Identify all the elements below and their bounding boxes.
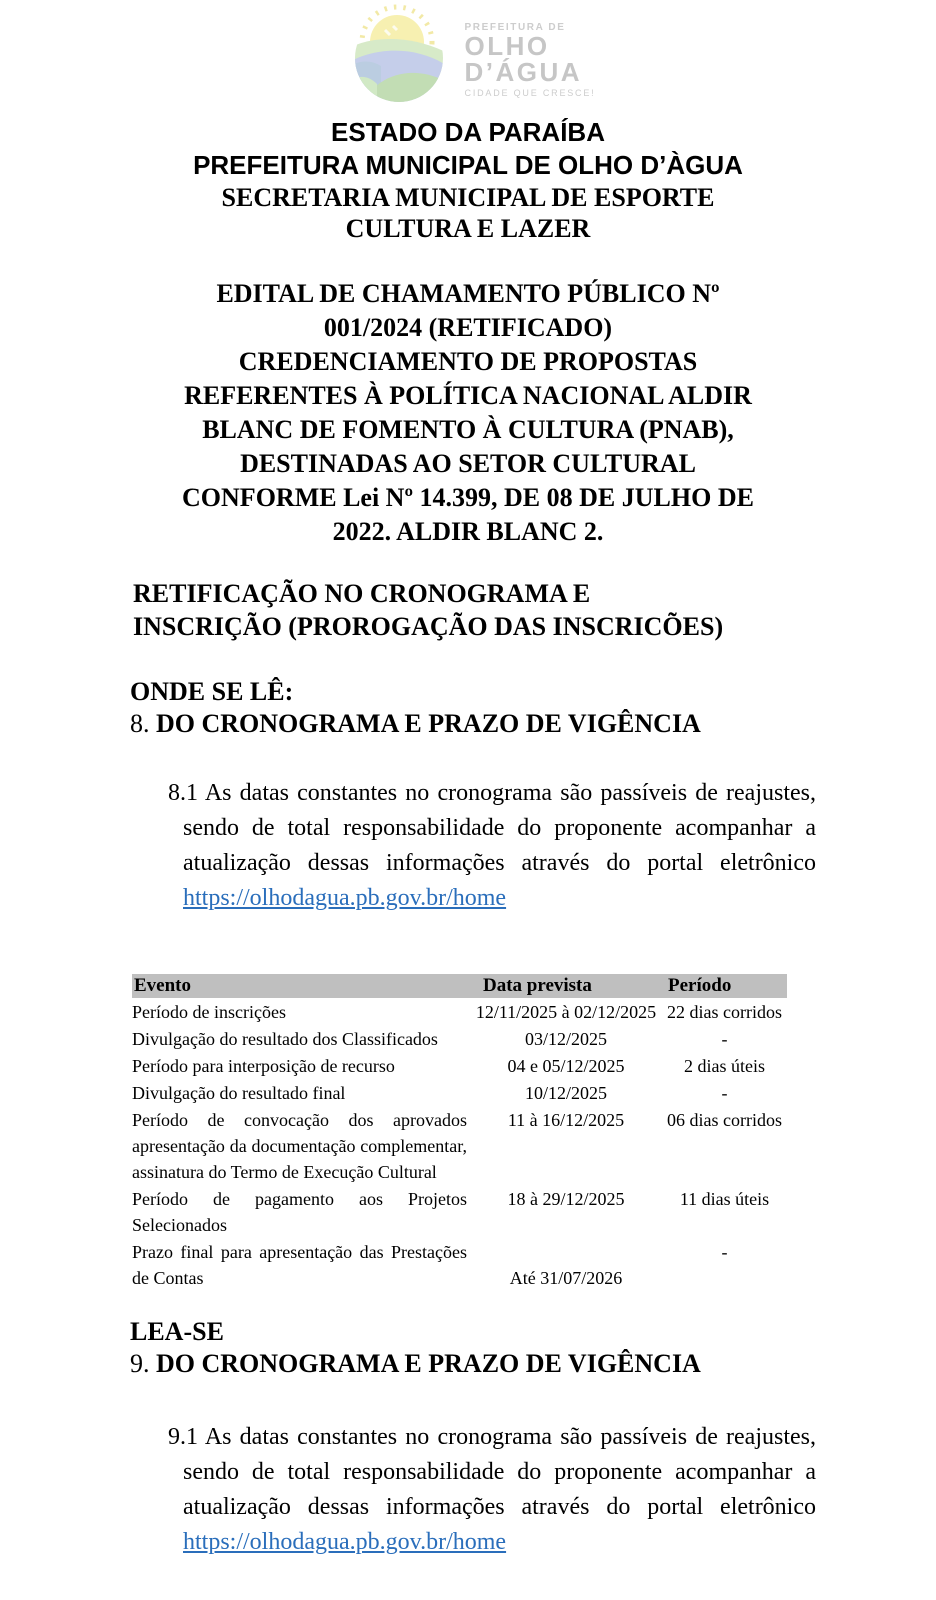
secretariat-title-line1: SECRETARIA MUNICIPAL DE ESPORTE bbox=[221, 183, 715, 212]
prefecture-title: PREFEITURA MUNICIPAL DE OLHO D’ÀGUA bbox=[193, 150, 743, 180]
portal-link-9[interactable]: https://olhodagua.pb.gov.br/home bbox=[183, 1529, 507, 1555]
cell-evento: Período para interposição de recurso bbox=[132, 1056, 395, 1076]
cell-data-prevista: 12/11/2025 à 02/12/2025 bbox=[475, 1002, 657, 1022]
edital-title-line: CONFORME Lei Nº 14.399, DE 08 DE JULHO DE bbox=[182, 483, 754, 512]
edital-title-line: REFERENTES À POLÍTICA NACIONAL ALDIR bbox=[184, 381, 752, 410]
cell-data-prevista: 11 à 16/12/2025 bbox=[507, 1110, 625, 1130]
state-title: ESTADO DA PARAÍBA bbox=[331, 117, 605, 147]
sun-hills-icon bbox=[341, 4, 459, 102]
section-8-number: 8. bbox=[130, 709, 150, 738]
lea-se-block bbox=[130, 1316, 850, 1380]
cell-data-prevista: 18 à 29/12/2025 bbox=[507, 1189, 625, 1209]
retification-heading-line1: RETIFICAÇÃO NO CRONOGRAMA E bbox=[133, 579, 591, 608]
edital-title-line: 001/2024 (RETIFICADO) bbox=[323, 313, 613, 342]
section-9-title: DO CRONOGRAMA E PRAZO DE VIGÊNCIA bbox=[156, 1349, 701, 1378]
logo-brand-name bbox=[465, 4, 596, 98]
table-header-data-prevista: Data prevista bbox=[470, 974, 662, 998]
document-header bbox=[60, 116, 876, 244]
onde-se-le-label: ONDE SE LÊ: bbox=[130, 677, 294, 706]
cell-evento: Período de inscrições bbox=[132, 1002, 286, 1022]
table-header-periodo: Período bbox=[662, 974, 787, 998]
secretariat-title-line2: CULTURA E LAZER bbox=[345, 214, 591, 243]
logo-tagline: CIDADE QUE CRESCE! bbox=[464, 88, 596, 98]
cell-evento: Divulgação do resultado dos Classificados bbox=[132, 1029, 438, 1049]
cell-periodo: 06 dias corridos bbox=[667, 1110, 782, 1130]
edital-title-line: 2022. ALDIR BLANC 2. bbox=[332, 517, 604, 546]
edital-title-line: BLANC DE FOMENTO À CULTURA (PNAB), bbox=[202, 415, 734, 444]
clause-8-1-number: 8.1 bbox=[168, 780, 198, 806]
logo-prefeitura-label: PREFEITURA DE bbox=[464, 22, 566, 33]
portal-link-8[interactable]: https://olhodagua.pb.gov.br/home bbox=[183, 885, 507, 911]
edital-title-line: EDITAL DE CHAMAMENTO PÚBLICO Nº bbox=[216, 279, 720, 308]
retification-heading bbox=[133, 577, 833, 643]
clause-9-1-number: 9.1 bbox=[168, 1424, 198, 1450]
section-8-heading bbox=[130, 708, 850, 740]
section-9-heading bbox=[130, 1348, 850, 1380]
cell-periodo: - bbox=[721, 1242, 728, 1262]
cell-data-prevista: 04 e 05/12/2025 bbox=[507, 1056, 625, 1076]
logo-city-name-line2: D’ÁGUA bbox=[464, 57, 583, 87]
cell-evento: Prazo final para apresentação das Prestações de Contas bbox=[132, 1242, 467, 1288]
lea-se-label: LEA-SE bbox=[130, 1317, 224, 1346]
schedule-table bbox=[132, 974, 787, 1291]
edital-title bbox=[60, 277, 876, 549]
clause-8-1-text: As datas constantes no cronograma são passíveis de reajustes, sendo de total responsabilidade do proponente acompanhar a atualização dessas informações através do portal eletrônico bbox=[183, 780, 816, 876]
municipality-logo bbox=[0, 4, 936, 102]
cell-evento: Período de pagamento aos Projetos Selecionados bbox=[132, 1189, 467, 1235]
section-8-title: DO CRONOGRAMA E PRAZO DE VIGÊNCIA bbox=[156, 709, 701, 738]
table-header-evento: Evento bbox=[132, 974, 470, 998]
logo-city-name-line1: OLHO bbox=[464, 31, 550, 61]
clause-9-1-text: As datas constantes no cronograma são passíveis de reajustes, sendo de total responsabilidade do proponente acompanhar a atualização dessas informações através do portal eletrônico bbox=[183, 1424, 816, 1520]
cell-periodo: 22 dias corridos bbox=[667, 1002, 782, 1022]
cell-periodo: 11 dias úteis bbox=[679, 1189, 770, 1209]
cell-periodo: - bbox=[721, 1029, 728, 1049]
cell-evento: Divulgação do resultado final bbox=[132, 1083, 346, 1103]
cell-periodo: - bbox=[721, 1083, 728, 1103]
edital-title-line: DESTINADAS AO SETOR CULTURAL bbox=[240, 449, 696, 478]
retification-heading-line2: INSCRIÇÃO (PROROGAÇÃO DAS INSCRICÕES) bbox=[133, 612, 724, 641]
cell-data-prevista: 03/12/2025 bbox=[524, 1029, 607, 1049]
cell-data-prevista: Até 31/07/2026 bbox=[509, 1268, 623, 1288]
clause-8-1 bbox=[168, 776, 816, 916]
cell-evento: Período de convocação dos aprovados apresentação da documentação complementar, assinatura do Termo de Execução Cultural bbox=[132, 1110, 467, 1182]
cell-data-prevista: 10/12/2025 bbox=[524, 1083, 607, 1103]
onde-se-le-block bbox=[130, 676, 850, 740]
section-9-number: 9. bbox=[130, 1349, 150, 1378]
cell-periodo: 2 dias úteis bbox=[684, 1056, 765, 1076]
edital-title-line: CREDENCIAMENTO DE PROPOSTAS bbox=[238, 347, 698, 376]
clause-9-1 bbox=[168, 1420, 816, 1560]
